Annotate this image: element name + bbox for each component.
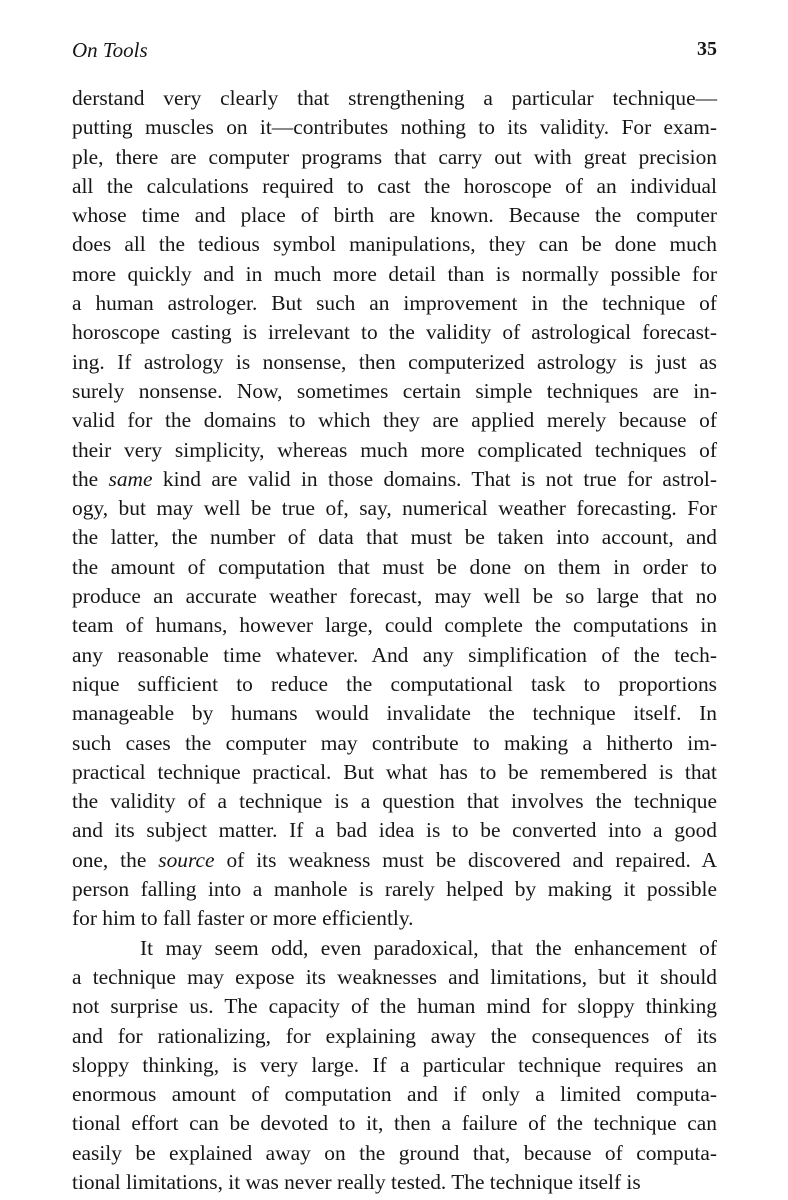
text-run: ing. If astrology is nonsense, then computerized astrology is just as	[72, 349, 717, 374]
text-run: tional limitations, it was never really tested. The technique itself is	[72, 1169, 641, 1194]
text-run: ogy, but may well be true of, say, numerical weather forecasting. For	[72, 496, 717, 521]
text-run: all the calculations required to cast the horoscope of an individual	[72, 173, 717, 198]
running-title: On Tools	[72, 38, 148, 62]
text-run: and for rationalizing, for explaining away the consequences of its	[72, 1023, 717, 1048]
text-line	[72, 758, 717, 787]
text-line	[72, 1168, 717, 1197]
text-line	[72, 611, 717, 640]
text-line	[72, 1080, 717, 1109]
text-run: enormous amount of computation and if only a limited computa-	[72, 1082, 717, 1107]
text-line	[72, 934, 717, 963]
text-run: surely nonsense. Now, sometimes certain simple techniques are in-	[72, 378, 717, 403]
text-run: person falling into a manhole is rarely helped by making it possible	[72, 877, 717, 902]
text-run: derstand very clearly that strengthening a particular technique—	[72, 86, 717, 110]
text-run: ple, there are computer programs that carry out with great precision	[72, 144, 717, 169]
text-run: any reasonable time whatever. And any simplification of the tech-	[72, 642, 717, 667]
text-line	[72, 729, 717, 758]
text-run: putting muscles on it—contributes nothing to its validity. For exam-	[72, 115, 717, 140]
text-line	[72, 84, 717, 113]
text-run: one, the	[72, 847, 159, 872]
text-run: does all the tedious symbol manipulations, they can be done much	[72, 232, 717, 257]
text-line	[72, 289, 717, 318]
text-line	[72, 963, 717, 992]
text-line	[72, 641, 717, 670]
paragraph	[72, 934, 717, 1198]
text-line	[72, 846, 717, 875]
text-run: the	[72, 466, 109, 491]
text-run: easily be explained away on the ground that, because of computa-	[72, 1140, 717, 1165]
text-line	[72, 1109, 717, 1138]
text-run: team of humans, however large, could complete the computations in	[72, 613, 717, 638]
text-line	[72, 318, 717, 347]
emphasized-word: source	[158, 847, 215, 872]
text-run: nique sufficient to reduce the computational task to proportions	[72, 671, 717, 696]
text-line	[72, 377, 717, 406]
text-line	[72, 904, 717, 933]
text-line	[72, 143, 717, 172]
text-line	[72, 494, 717, 523]
text-run: It may seem odd, even paradoxical, that the enhancement of	[140, 935, 717, 960]
text-line	[72, 348, 717, 377]
text-line	[72, 875, 717, 904]
text-line	[72, 1051, 717, 1080]
text-run: whose time and place of birth are known. Because the computer	[72, 203, 717, 228]
text-line	[72, 230, 717, 259]
text-run: the latter, the number of data that must be taken into account, and	[72, 525, 717, 550]
text-run: a technique may expose its weaknesses and limitations, but it should	[72, 964, 717, 989]
emphasized-word: same	[108, 466, 153, 491]
text-line	[72, 670, 717, 699]
page-number: 35	[697, 38, 717, 60]
text-line	[72, 992, 717, 1021]
text-line	[72, 1139, 717, 1168]
text-run: and its subject matter. If a bad idea is to be converted into a good	[72, 818, 717, 843]
text-run: the amount of computation that must be done on them in order to	[72, 554, 717, 579]
text-line	[72, 436, 717, 465]
text-run: manageable by humans would invalidate the technique itself. In	[72, 701, 717, 726]
text-line	[72, 816, 717, 845]
text-run: not surprise us. The capacity of the human mind for sloppy thinking	[72, 994, 717, 1019]
text-run: sloppy thinking, is very large. If a particular technique requires an	[72, 1052, 717, 1077]
text-run: the validity of a technique is a question that involves the technique	[72, 789, 717, 814]
text-line	[72, 699, 717, 728]
text-line	[72, 582, 717, 611]
text-line	[72, 260, 717, 289]
text-run: tional effort can be devoted to it, then a failure of the technique can	[72, 1111, 717, 1136]
text-run: practical technique practical. But what has to be remembered is that	[72, 759, 717, 784]
text-run: such cases the computer may contribute to making a hitherto im-	[72, 730, 717, 755]
text-line	[72, 553, 717, 582]
text-line	[72, 1022, 717, 1051]
text-run: a human astrologer. But such an improvement in the technique of	[72, 291, 717, 316]
text-line	[72, 113, 717, 142]
text-line	[72, 465, 717, 494]
text-run: horoscope casting is irrelevant to the validity of astrological forecast-	[72, 320, 717, 345]
running-head	[72, 38, 717, 70]
text-run: their very simplicity, whereas much more complicated techniques of	[72, 437, 717, 462]
text-line	[72, 172, 717, 201]
text-run: for him to fall faster or more efficiently.	[72, 906, 414, 931]
body-text	[72, 84, 717, 1197]
text-run: produce an accurate weather forecast, may well be so large that no	[72, 584, 717, 609]
text-line	[72, 201, 717, 230]
paragraph	[72, 84, 717, 934]
text-run: more quickly and in much more detail than is normally possible for	[72, 261, 717, 286]
text-line	[72, 523, 717, 552]
text-line	[72, 406, 717, 435]
text-run: kind are valid in those domains. That is not true for astrol-	[152, 466, 717, 491]
text-run: valid for the domains to which they are applied merely because of	[72, 408, 717, 433]
text-line	[72, 787, 717, 816]
text-run: of its weakness must be discovered and repaired. A	[214, 847, 718, 872]
